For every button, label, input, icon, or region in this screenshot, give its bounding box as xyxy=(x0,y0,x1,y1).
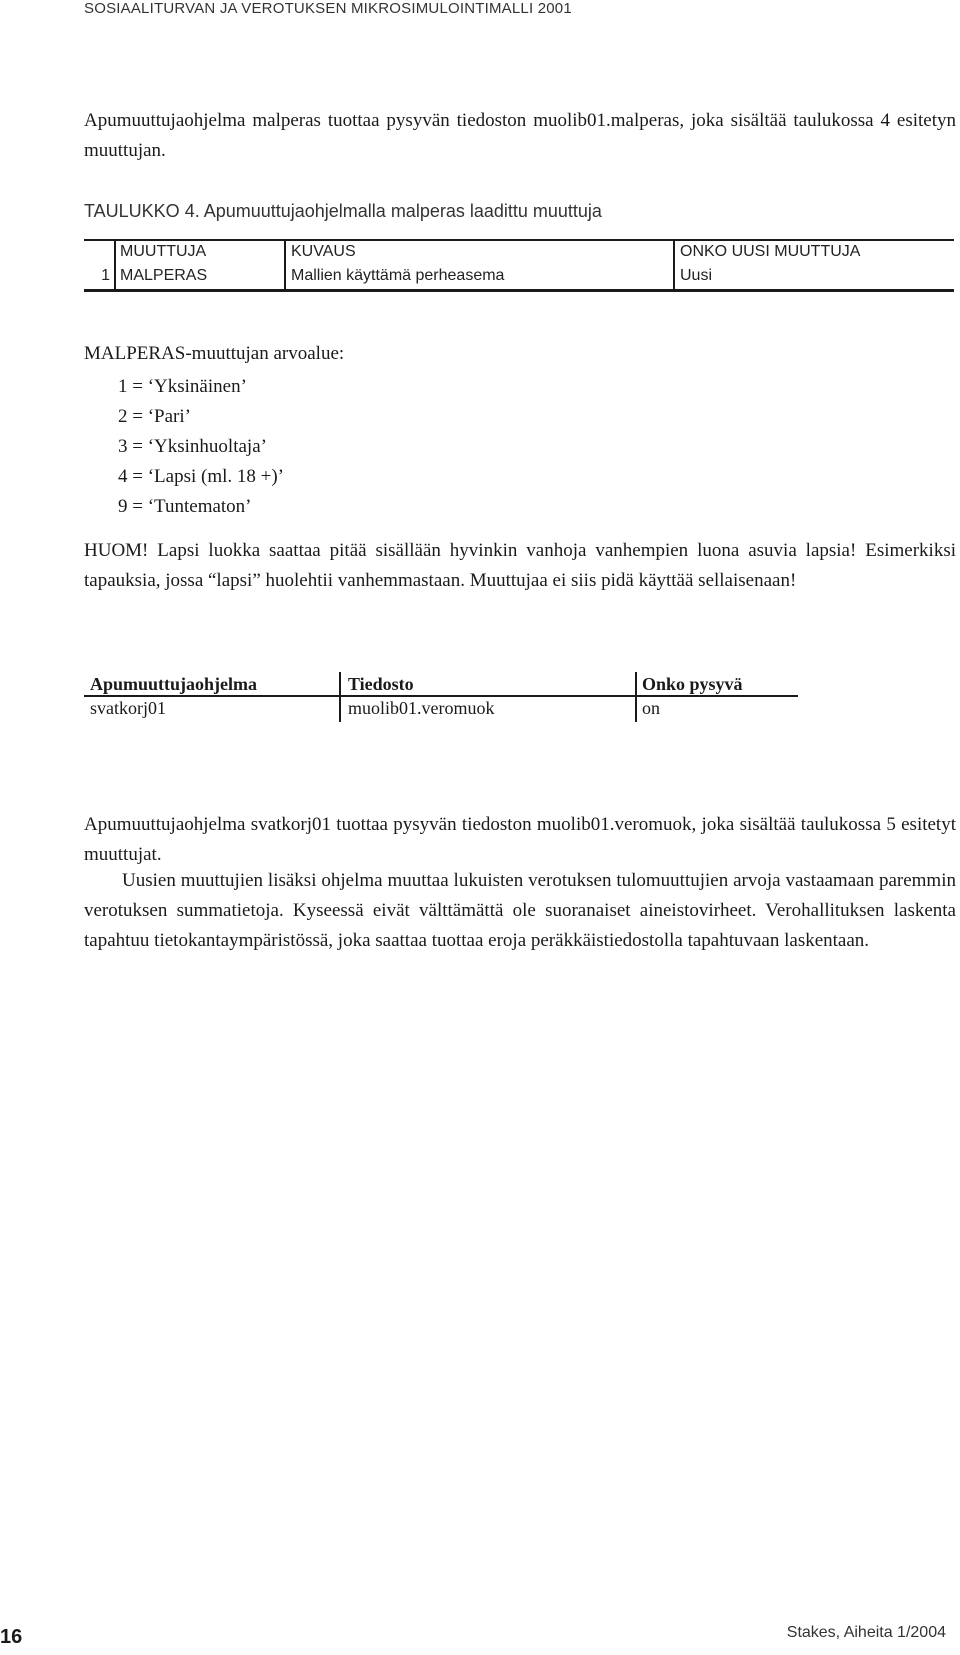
footer-source: Stakes, Aiheita 1/2004 xyxy=(786,1624,946,1641)
cell-onko-uusi: Uusi xyxy=(680,267,713,284)
header-cell-file: Tiedosto xyxy=(348,674,414,694)
program-table xyxy=(84,668,798,726)
paragraph-details: Uusien muuttujien lisäksi ohjelma muuttaa lukuisten verotuksen tulomuuttujien arvoja vastaamaan paremmin verotuksen summatietoja. Kyseessä eivät välttämättä ole suoranaiset aineistovirheet. Verohallituksen laskenta tapahtuu tietokantaympäristössä, joka saattaa tuottaa eroja peräkkäistiedostolla tapahtuvaan laskentaan. xyxy=(84,870,956,951)
page-number: 16 xyxy=(0,1626,23,1648)
variable-table xyxy=(84,239,954,292)
value-range-list xyxy=(118,372,284,522)
table-header-row xyxy=(84,241,954,265)
paragraph-note: HUOM! Lapsi luokka saattaa pitää sisällään hyvinkin vanhoja vanhempien luona asuvia lapsia! Esimerkiksi tapauksia, jossa “lapsi” huolehtii vanhemmastaan. Muuttujaa ei siis pidä käyttää sellaisenaan! xyxy=(84,540,956,591)
list-item: 4 = ‘Lapsi (ml. 18 +)’ xyxy=(118,466,285,487)
paragraph-intro: Apumuuttujaohjelma malperas tuottaa pysyvän tiedoston muolib01.malperas, joka sisältää taulukossa 4 esitetyn muuttujan. xyxy=(84,110,956,161)
header-rule xyxy=(84,695,798,697)
value-range-title: MALPERAS-muuttujan arvoalue: xyxy=(84,343,345,364)
column-divider xyxy=(635,672,637,722)
cell-program: svatkorj01 xyxy=(90,698,166,718)
header-cell-kuvaus: KUVAUS xyxy=(291,243,356,260)
header-cell-persistent: Onko pysyvä xyxy=(642,674,743,694)
list-item: 1 = ‘Yksinäinen’ xyxy=(118,376,247,397)
cell-persistent: on xyxy=(642,698,660,718)
row-index: 1 xyxy=(101,267,110,284)
table-caption: TAULUKKO 4. Apumuuttujaohjelmalla malperas laadittu muuttuja xyxy=(84,201,602,221)
header-cell-onko-uusi: ONKO UUSI MUUTTUJA xyxy=(680,243,861,260)
running-header: SOSIAALITURVAN JA VEROTUKSEN MIKROSIMULOINTIMALLI 2001 xyxy=(84,0,572,17)
cell-muuttuja: MALPERAS xyxy=(120,267,208,284)
table-row xyxy=(84,265,954,289)
paragraph-svatkorj: Apumuuttujaohjelma svatkorj01 tuottaa pysyvän tiedoston muolib01.veromuok, joka sisältää taulukossa 5 esitetyt muuttujat. xyxy=(84,814,956,865)
header-cell-muuttuja: MUUTTUJA xyxy=(120,243,207,260)
cell-kuvaus: Mallien käyttämä perheasema xyxy=(291,267,505,284)
column-divider xyxy=(339,672,341,722)
header-cell-program: Apumuuttujaohjelma xyxy=(90,674,258,694)
list-item: 3 = ‘Yksinhuoltaja’ xyxy=(118,436,267,457)
list-item: 2 = ‘Pari’ xyxy=(118,406,191,427)
cell-file: muolib01.veromuok xyxy=(348,698,495,718)
list-item: 9 = ‘Tuntematon’ xyxy=(118,496,252,517)
